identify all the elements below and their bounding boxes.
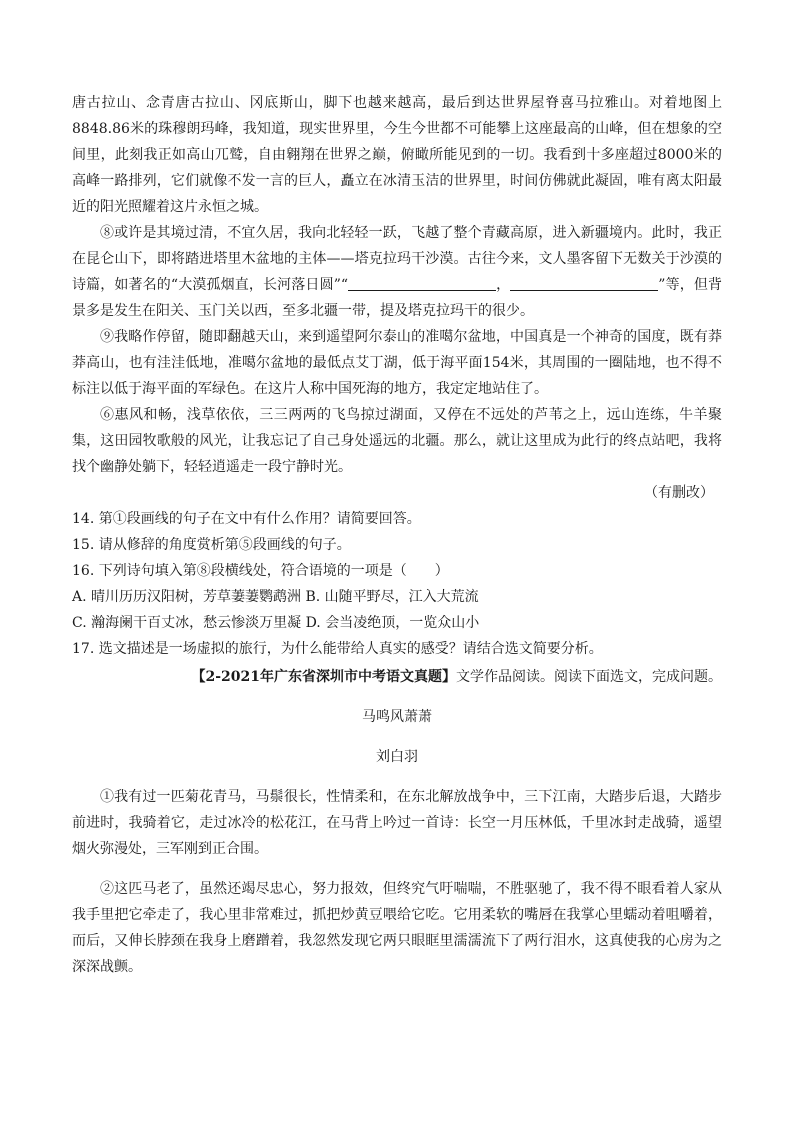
paragraph-6: ⑥惠风和畅，浅草依依，三三两两的飞鸟掠过湖面，又停在不远处的芦苇之上，远山连练，牛羊聚集，这田园牧歌般的风光，让我忘记了自己身处遥远的北疆。那么，就让这里成为此行的终点站吧，我将找个幽静处躺下，轻轻逍遥走一段宁静时光。 [72,407,722,475]
section-source-instruction: 文学作品阅读。阅读下面选文，完成问题。 [456,669,722,685]
article-paragraph-1: ①我有过一匹菊花青马，马鬃很长，性情柔和，在东北解放战争中，三下江南，大踏步后退，大踏步前进时，我骑着它，走过冰冷的松花江，在马背上吟过一首诗：长空一月压林低，千里冰封走战骑，遥望烟火弥漫处，三军刚到正合围。 [72,789,722,857]
document-page [72,90,722,980]
question-17: 17. 选文描述是一场虚拟的旅行，为什么能带给人真实的感受？请结合选文简要分析。 [72,641,603,657]
question-14: 14. 第①段画线的句子在文中有什么作用？请简要回答。 [72,511,421,527]
paragraph-8-text-a: ⑧或许是其境过清，不宜久居，我向北轻轻一跃，飞越了整个青藏高原，进入新疆境内。此时，我正在昆仑山下，即将踏进塔里木盆地的主体——塔克拉玛干沙漠。古往今来，文人墨客留下无数关于沙漠的诗篇，如著名的“大漠孤烟直，长河落日圆”“ [72,225,722,293]
revision-note: （有删改） [644,485,714,501]
paragraph-continued: 唐古拉山、念青唐古拉山、冈底斯山，脚下也越来越高，最后到达世界屋脊喜马拉雅山。对着地图上8848.86米的珠穆朗玛峰，我知道，现实世界里，今生今世都不可能攀上这座最高的山峰，但在想象的空间里，此刻我正如高山兀鹫，自由翱翔在世界之巅，俯瞰所能见到的一切。我看到十多座超过8000米的高峰一路排列，它们就像不发一言的巨人，矗立在冰清玉洁的世界里，时间仿佛就此凝固，唯有离太阳最近的阳光照耀着这片永恒之城。 [72,95,722,215]
paragraph-8-separator: ， [496,277,511,293]
question-16-options-cd: C. 瀚海阑干百丈冰，愁云惨淡万里凝 D. 会当凌绝顶，一览众山小 [72,615,480,631]
paragraph-9: ⑨我略作停留，随即翻越天山，来到遥望阿尔泰山的准噶尔盆地，中国真是一个神奇的国度，既有莽莽高山，也有洼洼低地，准噶尔盆地的最低点艾丁湖，低于海平面154米，其周围的一圈陆地，也不得不标注以低于海平面的军绿色。在这片人称中国死海的地方，我定定地站住了。 [72,329,722,397]
paragraph-8-text-b: ”等，但背景多是发生在阳关、玉门关以西，至多北疆一带，提及塔克拉玛干的很少。 [72,277,722,319]
fill-blank-2 [510,276,658,291]
question-16-options-ab: A. 晴川历历汉阳树，芳草萋萋鹦鹉洲 B. 山随平野尽，江入大荒流 [72,589,479,605]
section-source [72,664,722,690]
fill-blank-1 [348,276,496,291]
article-paragraph-2: ②这匹马老了，虽然还竭尽忠心，努力报效，但终究气吁喘喘，不胜驱驰了，我不得不眼看着人家从我手里把它牵走了，我心里非常难过，抓把炒黄豆喂给它吃。它用柔软的嘴唇在我掌心里蠕动着咀嚼着，而后，又伸长脖颈在我身上磨蹭着，我忽然发现它两只眼眶里濡濡流下了两行泪水，这真使我的心房为之深深战颤。 [72,881,722,975]
paragraph-8 [72,220,722,324]
question-16: 16. 下列诗句填入第⑧段横线处，符合语境的一项是（ ） [72,563,449,579]
section-source-tag: 【2-2021年广东省深圳市中考语文真题】 [191,669,456,685]
article-author: 刘白羽 [376,749,418,765]
article-title: 马鸣风萧萧 [362,709,432,725]
question-15: 15. 请从修辞的角度赏析第⑤段画线的句子。 [72,537,351,553]
